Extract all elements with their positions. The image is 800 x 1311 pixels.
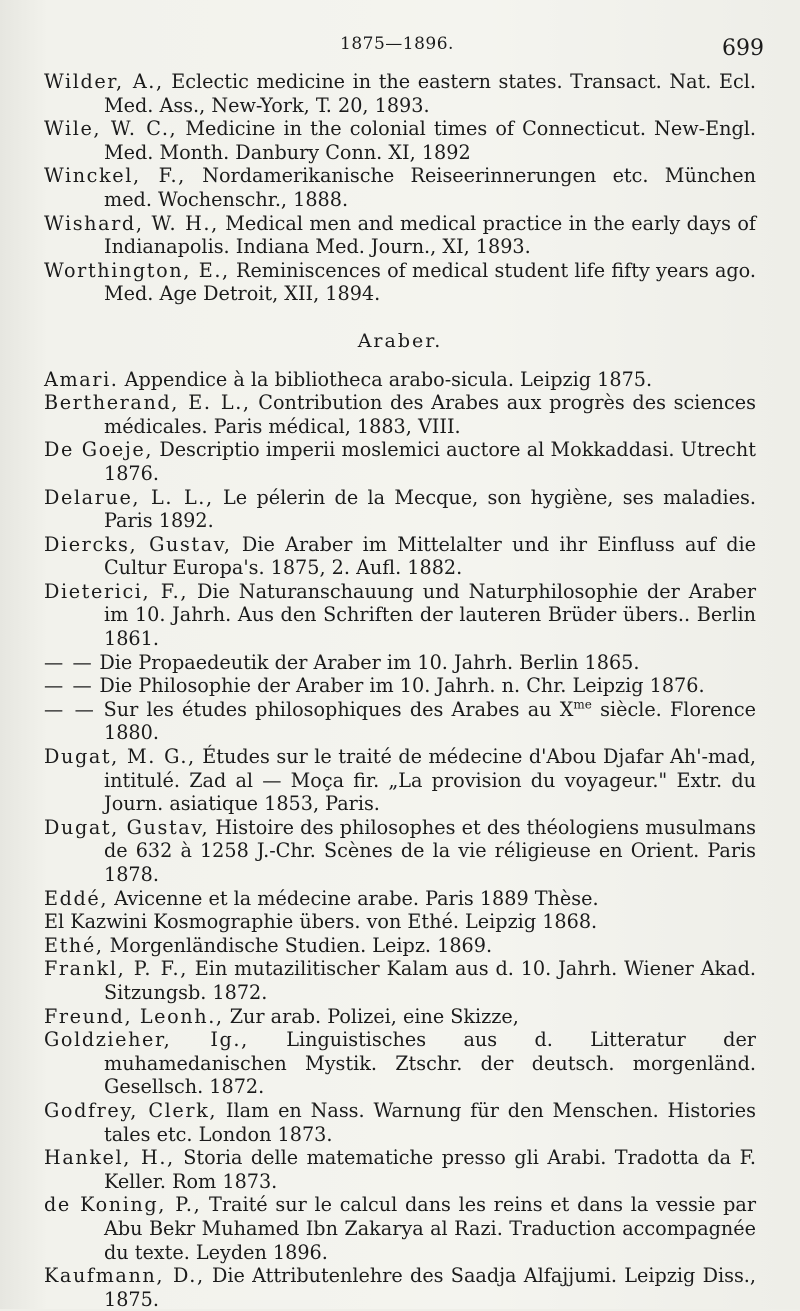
entry-text: Contribution des Arabes aux progrès des sciences médicales. Paris médical, 1883, VIII.: [104, 391, 756, 438]
entry-author: Hankel, H.,: [44, 1146, 175, 1170]
bibliography-entry: [44, 745, 756, 816]
entry-text: Ilam en Nass. Warnung für den Menschen. Histories tales etc. London 1873.: [104, 1098, 756, 1146]
bibliography-entry: [44, 887, 756, 911]
entry-author: Frankl, P. F.,: [44, 957, 188, 981]
entry-text: Die Naturanschauung und Naturphilosophie der Araber im 10. Jahrh. Aus den Schriften der lauteren Brüder übers.. Berlin 1861.: [104, 579, 756, 651]
entry-text: Avicenne et la médecine arabe. Paris 1889 Thèse.: [114, 886, 599, 910]
bibliography-entry: [44, 391, 756, 438]
bibliography-entry: [44, 212, 756, 259]
page-number: 699: [722, 36, 764, 61]
bibliography-entry: [44, 651, 756, 675]
bibliography-entry: [44, 1193, 756, 1264]
entry-text: Le pélerin de la Mecque, son hygiène, ses maladies. Paris 1892.: [104, 485, 756, 533]
entry-text: Medicine in the colonial times of Connecticut. New-Engl. Med. Month. Danbury Conn. XI, 1892: [104, 117, 756, 164]
entry-text: Ein mutazilitischer Kalam aus d. 10. Jahrh. Wiener Akad. Sitzungsb. 1872.: [104, 957, 757, 1004]
entry-author: Wile, W. C.,: [44, 117, 178, 141]
superscript-ordinal: me: [573, 697, 592, 712]
entry-text: Appendice à la bibliotheca arabo-sicula. Leipzig 1875.: [124, 367, 653, 391]
entry-author: Dugat, M. G.,: [44, 745, 196, 769]
bibliography-entry: [44, 259, 756, 306]
bibliography-entry: [44, 1264, 756, 1311]
entry-author: Wilder, A.,: [44, 70, 164, 93]
bibliography-entry: [44, 816, 756, 887]
entry-author: Worthington, E.,: [44, 258, 230, 282]
bibliography-entry: [44, 1005, 756, 1029]
entry-author: Dugat, Gustav,: [44, 815, 210, 839]
entry-text: Reminiscences of medical student life fifty years ago. Med. Age Detroit, XII, 1894.: [104, 258, 756, 306]
entry-author: — —: [44, 674, 94, 698]
entry-text: Sur les études philosophiques des Arabes au X: [103, 697, 574, 721]
bibliography-entry: [44, 1028, 756, 1099]
bibliography-body: [44, 70, 756, 1311]
entry-author: Eddé,: [44, 886, 109, 910]
entry-author: Ethé,: [44, 933, 104, 957]
entry-text: Traité sur le calcul dans les reins et dans la vessie par Abu Bekr Muhamed Ibn Zakarya al Razi. Traduction accompagnée du texte. Leyden 1896.: [104, 1193, 757, 1264]
entry-text: Storia delle matematiche presso gli Arabi. Tradotta da F. Keller. Rom 1873.: [104, 1146, 756, 1193]
bibliography-entry: [44, 910, 756, 934]
entry-author: Freund, Leonh.,: [44, 1004, 224, 1028]
entry-author: Kaufmann, D.,: [44, 1264, 205, 1288]
entries-araber-list: [44, 368, 756, 1311]
entry-text: Die Araber im Mittelalter und ihr Einfluss auf die Cultur Europa's. 1875, 2. Aufl. 1882.: [104, 532, 756, 580]
bibliography-entry: [44, 934, 756, 958]
entry-author: — —: [44, 650, 94, 674]
entry-text: El Kazwini Kosmographie übers. von Ethé. Leipzig 1868.: [44, 910, 598, 934]
bibliography-entry: [44, 164, 756, 211]
entry-author: Winckel, F.,: [44, 164, 186, 188]
entry-text: Nordamerikanische Reiseerinnerungen etc. München med. Wochenschr., 1888.: [104, 164, 756, 211]
bibliography-entry: [44, 533, 756, 580]
entry-author: Amari.: [44, 367, 119, 391]
bibliography-entry: [44, 70, 756, 117]
entry-author: Bertherand, E. L.,: [44, 391, 251, 415]
entry-text: Eclectic medicine in the eastern states. Transact. Nat. Ecl. Med. Ass., New-York, T. 20, 1893.: [104, 70, 756, 117]
running-head-years: 1875—1896.: [340, 34, 454, 54]
entry-author: De Goeje,: [44, 438, 154, 462]
entry-author: Delarue, L. L.,: [44, 485, 214, 509]
entry-text: Morgenländische Studien. Leipz. 1869.: [109, 933, 493, 957]
entries-top-list: [44, 70, 756, 306]
bibliography-entry: [44, 674, 756, 698]
entry-text: Medical men and medical practice in the early days of Indianapolis. Indiana Med. Journ., XI, 1893.: [104, 211, 756, 259]
entry-text: Études sur le traité de médecine d'Abou Djafar Ah'-mad, intitulé. Zad al — Moça fir. „La provision du voyageur." Extr. du Journ. asiatique 1853, Paris.: [104, 745, 757, 816]
entry-text: Zur arab. Polizei, eine Skizze,: [229, 1004, 519, 1028]
entry-text-continued: siècle. Florence 1880.: [104, 697, 756, 745]
entry-author: Wishard, W. H.,: [44, 211, 219, 235]
bibliography-entry: [44, 486, 756, 533]
entry-author: Dieterici, F.,: [44, 579, 189, 603]
bibliography-entry: [44, 1099, 756, 1146]
entry-text: Die Propaedeutik der Araber im 10. Jahrh. Berlin 1865.: [99, 650, 640, 674]
entry-author: Goldzieher, Ig.,: [44, 1028, 249, 1052]
bibliography-entry: [44, 580, 756, 651]
bibliography-entry: [44, 117, 756, 164]
entry-author: Godfrey, Clerk,: [44, 1098, 218, 1122]
bibliography-entry: [44, 368, 756, 392]
section-heading: Araber.: [357, 329, 443, 352]
entry-text: Die Philosophie der Araber im 10. Jahrh. n. Chr. Leipzig 1876.: [99, 674, 705, 698]
entry-author: — —: [44, 697, 96, 721]
bibliography-entry: [44, 438, 756, 485]
entry-text: Linguistisches aus d. Litteratur der muhamedanischen Mystik. Ztschr. der deutsch. morgenländ. Gesellsch. 1872.: [104, 1028, 756, 1099]
bibliography-entry: [44, 698, 756, 745]
bibliography-entry: [44, 1146, 756, 1193]
entry-author: de Koning, P.,: [44, 1193, 202, 1217]
bibliography-entry: [44, 957, 756, 1004]
entry-text: Die Attributenlehre des Saadja Alfajjumi. Leipzig Diss., 1875.: [104, 1264, 756, 1311]
page-header: [0, 26, 800, 66]
entry-author: Diercks, Gustav,: [44, 532, 232, 556]
entry-text: Histoire des philosophes et des théologiens musulmans de 632 à 1258 J.-Chr. Scènes de la vie réligieuse en Orient. Paris 1878.: [104, 815, 756, 886]
entry-text: Descriptio imperii moslemici auctore al Mokkaddasi. Utrecht 1876.: [104, 438, 756, 485]
